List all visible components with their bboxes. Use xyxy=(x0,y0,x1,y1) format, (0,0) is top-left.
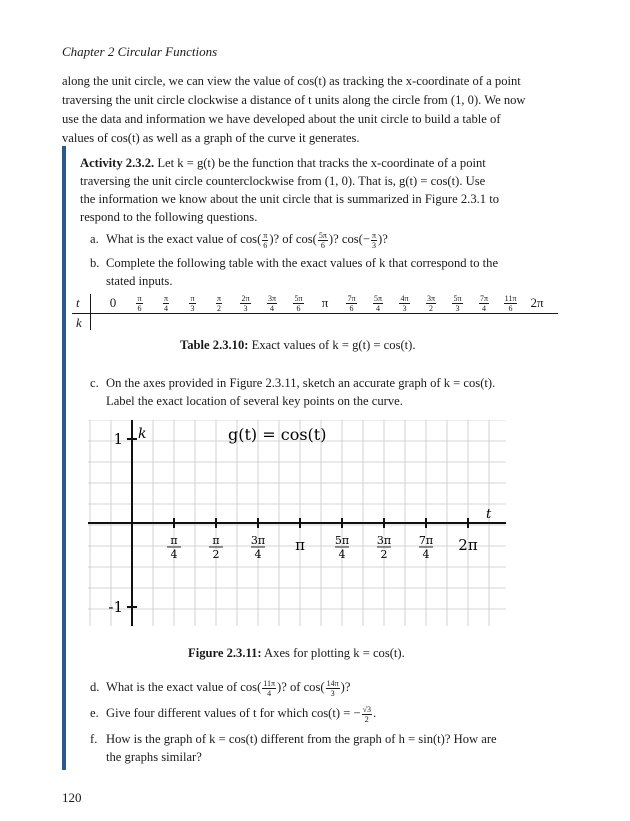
table-caption xyxy=(180,338,416,353)
question-label: f. xyxy=(90,732,98,746)
t-tick-label: 2π xyxy=(458,536,478,554)
caption-text: Axes for plotting k = cos(t). xyxy=(264,646,405,660)
table-input-cell xyxy=(500,294,522,313)
question-label: e. xyxy=(90,706,99,720)
t-tick-label: 3π xyxy=(376,534,392,547)
t-tick-label: 2 xyxy=(380,548,388,561)
fraction: $\frac{\pi}{2}$ xyxy=(216,294,222,313)
k-tick-label: -1 xyxy=(108,598,123,616)
table-input-cell xyxy=(394,294,416,313)
question-text: stated inputs. xyxy=(106,274,173,288)
question-text: the graphs similar? xyxy=(106,750,202,764)
intro-paragraph xyxy=(62,72,558,148)
fraction: $\frac{\pi}{3}$ xyxy=(371,230,376,250)
activity-text: respond to the following questions. xyxy=(80,210,258,224)
table-input-cell xyxy=(235,294,257,313)
activity-text: traversing the unit circle counterclockwise from (1, 0). That is, g(t) = cos(t). Use xyxy=(80,174,486,188)
question-label: c. xyxy=(90,376,99,390)
fraction: $\frac{\pi}{3}$ xyxy=(190,294,195,313)
table-input-cell xyxy=(447,294,469,313)
fraction: $\frac{7\pi}{6}$ xyxy=(347,294,356,313)
fraction: $\frac{5\pi}{3}$ xyxy=(453,294,462,313)
fraction: $\frac{5\pi}{6}$ xyxy=(294,294,303,313)
question-a xyxy=(90,230,536,250)
question-text: . xyxy=(372,706,377,720)
t-tick-label: 2 xyxy=(212,548,220,561)
intro-line: traversing the unit circle clockwise a distance of t units along the circle from (1, 0). We now xyxy=(62,93,526,107)
activity-text: Let k = g(t) be the function that tracks the x-coordinate of a point xyxy=(157,156,486,170)
table-input-cell xyxy=(208,294,230,313)
fraction: $\frac{3\pi}{4}$ xyxy=(267,294,277,313)
fraction: $\frac{\pi}{4}$ xyxy=(163,294,169,313)
t-tick-label: 3π xyxy=(250,534,266,547)
question-text: )? xyxy=(378,232,388,246)
value-table xyxy=(72,292,558,332)
table-k-label: k xyxy=(76,315,82,330)
t-tick-label: 4 xyxy=(422,548,430,561)
question-label: d. xyxy=(90,680,100,694)
caption-text: Exact values of k = g(t) = cos(t). xyxy=(251,338,416,352)
question-text: How is the graph of k = cos(t) different from the graph of h = sin(t)? How are xyxy=(106,732,497,746)
table-input-cell xyxy=(473,294,495,313)
question-text: What is the exact value of cos( xyxy=(106,680,262,694)
table-input-cell: π xyxy=(321,295,329,310)
t-tick-label: 7π xyxy=(418,534,434,547)
question-text: )? of cos( xyxy=(277,680,325,694)
intro-line: values of cos(t) as well as a graph of the curve it generates. xyxy=(62,131,360,145)
fraction: $\frac{\pi}{6}$ xyxy=(263,230,268,250)
running-head: Chapter 2 Circular Functions xyxy=(62,44,218,59)
t-tick-label: π xyxy=(212,534,220,547)
table-input-cell xyxy=(155,294,177,313)
fraction: $\frac{3\pi}{2}$ xyxy=(426,294,436,313)
fraction: $\frac{4\pi}{3}$ xyxy=(400,294,409,313)
caption-label: Figure 2.3.11: xyxy=(188,646,262,660)
question-b xyxy=(90,254,536,290)
table-input-cell xyxy=(420,294,442,313)
intro-line: use the data and information we have developed about the unit circle to build a table of xyxy=(62,112,501,126)
table-divider xyxy=(90,294,91,330)
table-input-cell xyxy=(261,294,283,313)
question-text: )? of cos( xyxy=(269,232,317,246)
fraction: $\frac{5\pi}{6}$ xyxy=(318,230,327,250)
t-axis-label: t xyxy=(486,507,492,522)
t-tick-label: π xyxy=(170,534,178,547)
t-axis-ticks xyxy=(167,518,478,561)
t-tick-label: 4 xyxy=(170,548,178,561)
table-input-cell xyxy=(129,294,151,313)
question-text: )? xyxy=(340,680,351,694)
table-input-cell xyxy=(182,294,204,313)
question-text: Label the exact location of several key points on the curve. xyxy=(106,394,403,408)
activity-accent-bar xyxy=(62,146,66,770)
table-rule xyxy=(72,313,558,314)
page-number: 120 xyxy=(62,790,82,805)
cos-axes-figure xyxy=(88,420,508,626)
question-label: a. xyxy=(90,232,99,246)
question-text: Give four different values of t for which cos(t) = − xyxy=(106,706,361,720)
caption-label: Table 2.3.10: xyxy=(180,338,249,352)
table-input-cell: 2π xyxy=(530,295,544,310)
question-text: On the axes provided in Figure 2.3.11, sketch an accurate graph of k = cos(t). xyxy=(106,376,496,390)
figure-caption xyxy=(188,646,405,661)
question-text: )? cos(− xyxy=(328,232,370,246)
table-input-cell xyxy=(288,294,310,313)
question-c xyxy=(90,374,536,410)
activity-title: Activity 2.3.2. xyxy=(80,156,155,170)
fraction: $\frac{14\pi}{3}$ xyxy=(326,678,339,698)
intro-line: along the unit circle, we can view the value of cos(t) as tracking the x-coordinate of a point xyxy=(62,74,521,88)
fraction: $\frac{11\pi}{4}$ xyxy=(263,678,276,698)
k-axis-label: k xyxy=(138,426,147,442)
k-tick-label: 1 xyxy=(113,430,123,448)
question-d xyxy=(90,678,536,698)
fraction: $\frac{11\pi}{6}$ xyxy=(504,294,517,313)
table-t-label: t xyxy=(76,295,80,310)
question-text: What is the exact value of cos( xyxy=(106,232,262,246)
fraction: $\frac{\pi}{6}$ xyxy=(137,294,142,313)
activity-text: the information we know about the unit circle that is summarized in Figure 2.3.1 to xyxy=(80,192,500,206)
question-e xyxy=(90,704,536,724)
t-tick-label: 5π xyxy=(334,534,350,547)
t-tick-label: 4 xyxy=(338,548,346,561)
question-f xyxy=(90,730,536,766)
fraction: $\frac{7\pi}{4}$ xyxy=(479,294,489,313)
question-text: Complete the following table with the exact values of k that correspond to the xyxy=(106,256,499,270)
t-tick-label: π xyxy=(295,536,305,554)
t-tick-label: 4 xyxy=(254,548,262,561)
table-input-cell xyxy=(367,294,389,313)
table-input-cell: 0 xyxy=(109,295,117,310)
graph-title: g(t) = cos(t) xyxy=(228,425,327,444)
activity-statement xyxy=(80,154,540,226)
question-label: b. xyxy=(90,256,100,270)
fraction: $\frac{√3}{2}$ xyxy=(362,704,371,724)
table-input-cell xyxy=(341,294,363,313)
fraction: $\frac{2\pi}{3}$ xyxy=(241,294,250,313)
fraction: $\frac{5\pi}{4}$ xyxy=(373,294,383,313)
